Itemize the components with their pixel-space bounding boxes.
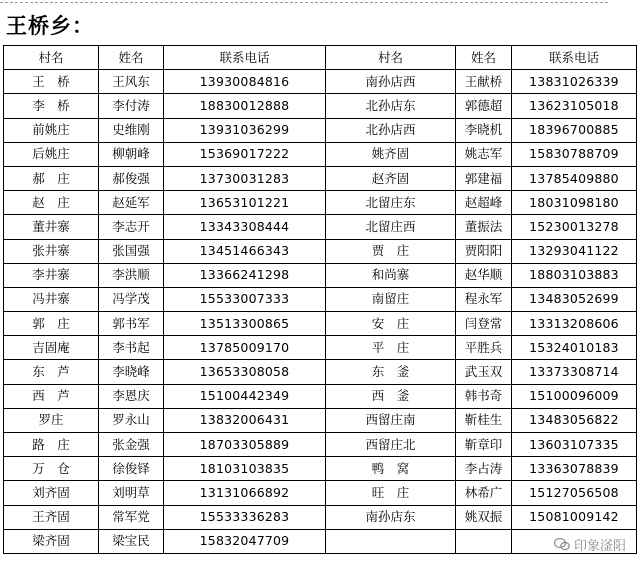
cell-phone: 13831026339 [512,70,637,94]
cell-phone: 15100442349 [164,384,326,408]
table-header-row [4,46,637,70]
cell-village: 旺 庄 [326,481,456,505]
cell-phone: 13603107335 [512,433,637,457]
cell-name: 姚志军 [456,142,512,166]
cell-village: 鸭 窝 [326,457,456,481]
cell-name: 常军党 [99,505,164,529]
page-top-border [0,2,608,3]
table-row [4,263,637,287]
cell-village: 和尚寨 [326,263,456,287]
table-row [4,433,637,457]
cell-phone: 15127056508 [512,481,637,505]
cell-name: 韩书奇 [456,384,512,408]
table-row [4,166,637,190]
cell-name: 冯学茂 [99,287,164,311]
table-row [4,118,637,142]
table-row [4,408,637,432]
cell-name: 梁宝民 [99,529,164,553]
cell-village [326,529,456,553]
cell-phone: 15832047709 [164,529,326,553]
cell-name: 闫登常 [456,312,512,336]
cell-phone: 13363078839 [512,457,637,481]
watermark-text: 印象滏阳 [573,539,626,554]
cell-name: 李付涛 [99,94,164,118]
table-row [4,481,637,505]
cell-name: 张金强 [99,433,164,457]
cell-name: 靳章印 [456,433,512,457]
table-row [4,529,637,553]
cell-phone: 15830788709 [512,142,637,166]
header-phone: 联系电话 [512,46,637,70]
cell-village: 后姚庄 [4,142,99,166]
cell-village: 赵 庄 [4,191,99,215]
cell-village: 王齐固 [4,505,99,529]
table-row [4,287,637,311]
header-village: 村名 [4,46,99,70]
cell-village: 北孙店西 [326,118,456,142]
cell-phone: 15324010183 [512,336,637,360]
header-village: 村名 [326,46,456,70]
cell-phone: 15100096009 [512,384,637,408]
cell-village: 北留庄东 [326,191,456,215]
cell-phone: 15081009142 [512,505,637,529]
cell-name: 史维刚 [99,118,164,142]
cell-village: 刘齐固 [4,481,99,505]
cell-name: 郭书军 [99,312,164,336]
cell-phone: 15369017222 [164,142,326,166]
table-row [4,191,637,215]
cell-name: 靳桂生 [456,408,512,432]
cell-phone: 13623105018 [512,94,637,118]
cell-village: 梁齐固 [4,529,99,553]
table-row [4,215,637,239]
cell-village: 西 芦 [4,384,99,408]
table-row [4,505,637,529]
cell-name: 武玉双 [456,360,512,384]
cell-name: 郝俊强 [99,166,164,190]
cell-village: 南孙店西 [326,70,456,94]
header-name: 姓名 [99,46,164,70]
cell-phone: 13131066892 [164,481,326,505]
cell-name: 刘明草 [99,481,164,505]
cell-phone: 13343308444 [164,215,326,239]
cell-name: 李占涛 [456,457,512,481]
cell-village: 董井寨 [4,215,99,239]
cell-phone: 13483056822 [512,408,637,432]
cell-village: 西留庄北 [326,433,456,457]
cell-name: 罗永山 [99,408,164,432]
table-row [4,384,637,408]
cell-phone: 15533336283 [164,505,326,529]
cell-phone: 13513300865 [164,312,326,336]
cell-village: 郝 庄 [4,166,99,190]
cell-phone: 18396700885 [512,118,637,142]
cell-name: 李志开 [99,215,164,239]
cell-name: 李恩庆 [99,384,164,408]
cell-name: 贾阳阳 [456,239,512,263]
table-row [4,239,637,263]
cell-village: 平 庄 [326,336,456,360]
cell-village: 贾 庄 [326,239,456,263]
cell-name: 林希广 [456,481,512,505]
cell-village: 东 釜 [326,360,456,384]
cell-village: 西留庄南 [326,408,456,432]
table-row [4,312,637,336]
page-title: 王桥乡： [6,13,94,38]
cell-phone: 13730031283 [164,166,326,190]
cell-phone: 18703305889 [164,433,326,457]
header-phone: 联系电话 [164,46,326,70]
cell-phone: 13483052699 [512,287,637,311]
cell-village: 万 仓 [4,457,99,481]
cell-village: 冯井寨 [4,287,99,311]
header-name: 姓名 [456,46,512,70]
cell-name: 张国强 [99,239,164,263]
cell-phone: 18103103835 [164,457,326,481]
cell-name: 赵延军 [99,191,164,215]
cell-name: 程永军 [456,287,512,311]
cell-phone: 13930084816 [164,70,326,94]
cell-name: 赵超峰 [456,191,512,215]
cell-phone: 13313208606 [512,312,637,336]
cell-phone: 18830012888 [164,94,326,118]
table-row [4,94,637,118]
cell-name: 李洪顺 [99,263,164,287]
table-row [4,457,637,481]
cell-village: 前姚庄 [4,118,99,142]
cell-name: 郭建福 [456,166,512,190]
cell-name: 郭德超 [456,94,512,118]
cell-phone: 18031098180 [512,191,637,215]
cell-phone: 13451466343 [164,239,326,263]
cell-village: 南孙店东 [326,505,456,529]
chat-icon [554,538,570,551]
cell-phone: 13832006431 [164,408,326,432]
table-row [4,142,637,166]
cell-village: 王 桥 [4,70,99,94]
cell-phone: 13366241298 [164,263,326,287]
cell-name: 柳朝峰 [99,142,164,166]
cell-phone: 13653308058 [164,360,326,384]
cell-name: 李晓峰 [99,360,164,384]
cell-phone: 15230013278 [512,215,637,239]
cell-name: 徐俊铎 [99,457,164,481]
cell-phone: 13293041122 [512,239,637,263]
table-row [4,360,637,384]
cell-phone: 13653101221 [164,191,326,215]
cell-phone: 18803103883 [512,263,637,287]
cell-name: 董振法 [456,215,512,239]
cell-village: 北孙店东 [326,94,456,118]
cell-village: 吉固庵 [4,336,99,360]
cell-phone: 13931036299 [164,118,326,142]
cell-name: 姚双振 [456,505,512,529]
cell-phone: 13785409880 [512,166,637,190]
cell-village: 北留庄西 [326,215,456,239]
cell-name: 王献桥 [456,70,512,94]
cell-village: 李井寨 [4,263,99,287]
cell-name: 李晓机 [456,118,512,142]
cell-phone: 13785009170 [164,336,326,360]
cell-name [456,529,512,553]
cell-phone: 13373308714 [512,360,637,384]
cell-village: 郭 庄 [4,312,99,336]
cell-village: 西 釜 [326,384,456,408]
cell-village: 东 芦 [4,360,99,384]
cell-name: 赵华顺 [456,263,512,287]
cell-name: 李书起 [99,336,164,360]
table-body [4,70,637,554]
cell-name: 平胜兵 [456,336,512,360]
cell-village: 罗庄 [4,408,99,432]
cell-village: 李 桥 [4,94,99,118]
table-row [4,336,637,360]
cell-village: 路 庄 [4,433,99,457]
cell-phone: 15533007333 [164,287,326,311]
cell-village: 赵齐固 [326,166,456,190]
contacts-table [3,45,637,554]
cell-name: 王风东 [99,70,164,94]
cell-village: 安 庄 [326,312,456,336]
cell-village: 南留庄 [326,287,456,311]
cell-village: 张井寨 [4,239,99,263]
table-row [4,70,637,94]
cell-village: 姚齐固 [326,142,456,166]
watermark [554,535,626,554]
